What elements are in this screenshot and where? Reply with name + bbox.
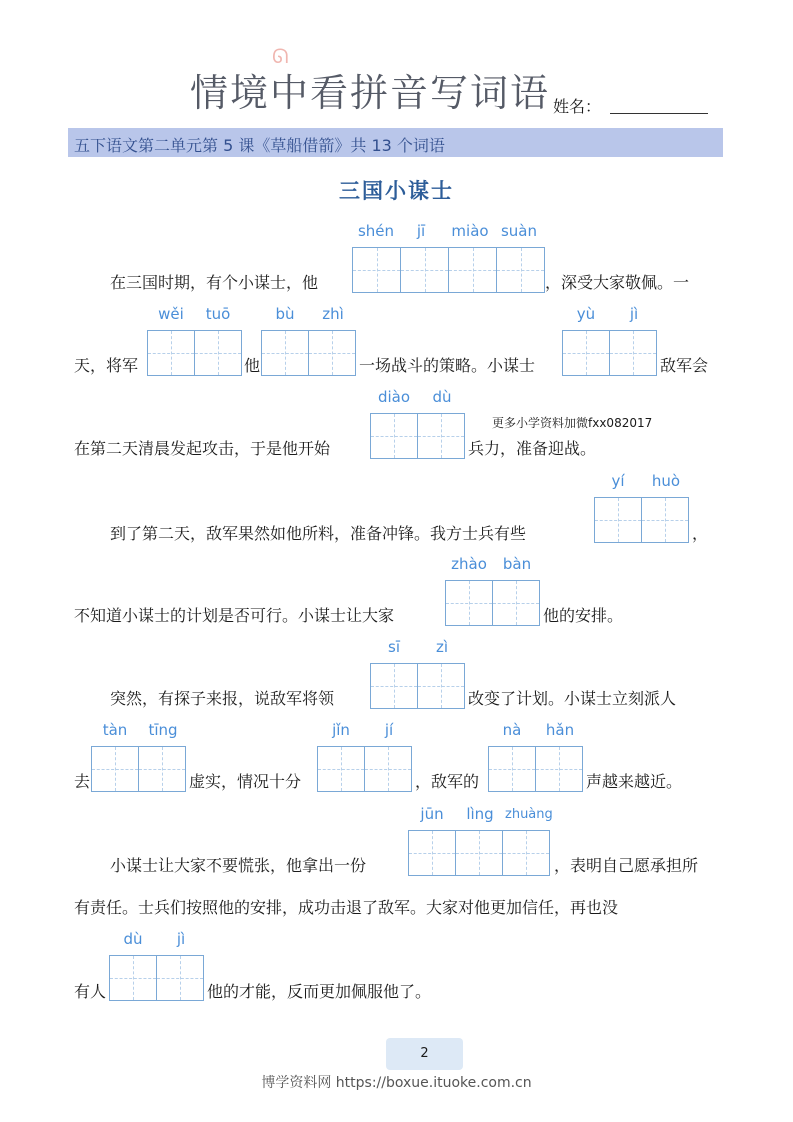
pinyin: dù bbox=[432, 388, 452, 406]
answer-cell[interactable] bbox=[370, 413, 418, 459]
footer-website[interactable]: 博学资料网 https://boxue.ituoke.com.cn bbox=[261, 1075, 532, 1091]
promo-note: 更多小学资料加微fxx082017 bbox=[492, 416, 653, 430]
answer-cell[interactable] bbox=[535, 746, 583, 792]
text-segment: 改变了计划。小谋士立刻派人 bbox=[468, 689, 677, 708]
answer-cell[interactable] bbox=[400, 247, 449, 293]
text-segment: 不知道小谋士的计划是否可行。小谋士让大家 bbox=[74, 606, 395, 625]
answer-cell[interactable] bbox=[261, 330, 309, 376]
pinyin: lìng bbox=[466, 805, 494, 823]
pinyin: jūn bbox=[420, 805, 444, 823]
answer-grid-tan-ting[interactable] bbox=[91, 746, 185, 792]
answer-grid-bu-zhi[interactable] bbox=[261, 330, 355, 376]
answer-grid-wei-tuo[interactable] bbox=[147, 330, 241, 376]
answer-cell[interactable] bbox=[370, 663, 418, 709]
pinyin: wěi bbox=[158, 305, 184, 323]
answer-cell[interactable] bbox=[156, 955, 204, 1001]
pinyin: tuō bbox=[205, 305, 231, 323]
answer-cell[interactable] bbox=[502, 830, 550, 876]
name-label: 姓名： bbox=[553, 97, 602, 116]
answer-cell[interactable] bbox=[317, 746, 365, 792]
answer-grid-na-han[interactable] bbox=[488, 746, 582, 792]
pinyin: zhì bbox=[322, 305, 344, 323]
text-segment: ，表明自己愿承担所 bbox=[554, 856, 699, 875]
answer-grid-yi-huo[interactable] bbox=[594, 497, 688, 543]
answer-cell[interactable] bbox=[109, 955, 157, 1001]
pinyin: jì bbox=[176, 930, 186, 948]
text-segment: 他的才能，反而更加佩服他了。 bbox=[207, 982, 432, 1001]
text-segment: 去 bbox=[74, 772, 91, 791]
pinyin: miào bbox=[451, 222, 489, 240]
answer-cell[interactable] bbox=[364, 746, 412, 792]
text-segment: 到了第二天，敌军果然如他所料，准备冲锋。我方士兵有些 bbox=[110, 524, 527, 543]
answer-cell[interactable] bbox=[562, 330, 610, 376]
answer-grid-diao-du[interactable] bbox=[370, 413, 464, 459]
story-title: 三国小谋士 bbox=[339, 178, 454, 203]
pinyin: nà bbox=[502, 721, 522, 739]
pinyin: dù bbox=[123, 930, 143, 948]
pinyin: shén bbox=[357, 222, 395, 240]
text-segment: ，敌军的 bbox=[415, 772, 480, 791]
answer-grid-du-ji[interactable] bbox=[109, 955, 203, 1001]
pinyin: jì bbox=[629, 305, 639, 323]
text-segment: 突然，有探子来报，说敌军将领 bbox=[110, 689, 335, 708]
pinyin: jī bbox=[416, 222, 426, 240]
answer-cell[interactable] bbox=[445, 580, 493, 626]
answer-cell[interactable] bbox=[417, 663, 465, 709]
answer-grid-shen-ji-miao-suan[interactable] bbox=[352, 247, 544, 293]
text-segment: 他 bbox=[244, 356, 261, 375]
answer-cell[interactable] bbox=[91, 746, 139, 792]
text-segment: 他的安排。 bbox=[543, 606, 624, 625]
pinyin: tīng bbox=[148, 721, 178, 739]
name-blank-line[interactable] bbox=[610, 113, 708, 114]
answer-cell[interactable] bbox=[641, 497, 689, 543]
text-segment: ， bbox=[692, 524, 709, 543]
text-segment: 敌军会 bbox=[660, 356, 709, 375]
answer-cell[interactable] bbox=[138, 746, 186, 792]
text-segment: 虚实，情况十分 bbox=[189, 772, 302, 791]
pinyin: hǎn bbox=[545, 721, 575, 739]
pinyin: tàn bbox=[102, 721, 128, 739]
pinyin: jǐn bbox=[332, 721, 350, 739]
pinyin: huò bbox=[651, 472, 681, 490]
answer-cell[interactable] bbox=[609, 330, 657, 376]
pinyin: bù bbox=[275, 305, 295, 323]
answer-cell[interactable] bbox=[496, 247, 545, 293]
text-segment: 天，将军 bbox=[74, 356, 139, 375]
answer-grid-jun-ling-zhuang[interactable] bbox=[408, 830, 549, 876]
pinyin: zhuàng bbox=[505, 807, 553, 822]
pinyin: yù bbox=[576, 305, 596, 323]
text-segment: 小谋士让大家不要慌张，他拿出一份 bbox=[110, 856, 367, 875]
answer-grid-jin-ji[interactable] bbox=[317, 746, 411, 792]
answer-cell[interactable] bbox=[308, 330, 356, 376]
answer-cell[interactable] bbox=[448, 247, 497, 293]
pinyin: yí bbox=[611, 472, 625, 490]
pinyin: suàn bbox=[500, 222, 538, 240]
answer-grid-zhao-ban[interactable] bbox=[445, 580, 539, 626]
page-number: 2 bbox=[386, 1038, 463, 1070]
answer-cell[interactable] bbox=[594, 497, 642, 543]
lesson-banner bbox=[68, 128, 723, 157]
answer-cell[interactable] bbox=[488, 746, 536, 792]
answer-cell[interactable] bbox=[194, 330, 242, 376]
answer-grid-yu-ji[interactable] bbox=[562, 330, 656, 376]
worksheet-title-logo: 情境中看拼音写词语 ᘏ bbox=[190, 44, 551, 115]
text-segment: 兵力，准备迎战。 bbox=[468, 439, 597, 458]
lesson-banner-text: 五下语文第二单元第 5 课《草船借箭》共 13 个词语 bbox=[74, 136, 445, 155]
text-segment: 在第二天清晨发起攻击，于是他开始 bbox=[74, 439, 331, 458]
text-segment: ，深受大家敬佩。一 bbox=[545, 273, 690, 292]
text-segment: 有人 bbox=[74, 982, 107, 1001]
answer-cell[interactable] bbox=[455, 830, 503, 876]
pinyin: diào bbox=[377, 388, 411, 406]
answer-cell[interactable] bbox=[147, 330, 195, 376]
text-segment: 有责任。士兵们按照他的安排，成功击退了敌军。大家对他更加信任，再也没 bbox=[74, 898, 619, 917]
answer-cell[interactable] bbox=[417, 413, 465, 459]
pinyin: zì bbox=[435, 638, 449, 656]
answer-cell[interactable] bbox=[408, 830, 456, 876]
text-segment: 一场战斗的策略。小谋士 bbox=[359, 356, 536, 375]
text-segment: 声越来越近。 bbox=[586, 772, 683, 791]
answer-grid-si-zi[interactable] bbox=[370, 663, 464, 709]
pinyin: bàn bbox=[502, 555, 532, 573]
answer-cell[interactable] bbox=[492, 580, 540, 626]
answer-cell[interactable] bbox=[352, 247, 401, 293]
text-segment: 在三国时期，有个小谋士，他 bbox=[110, 273, 319, 292]
pinyin: sī bbox=[388, 638, 400, 656]
pinyin: jí bbox=[384, 721, 394, 739]
bunny-ears-icon: ᘏ bbox=[272, 44, 291, 68]
pinyin: zhào bbox=[451, 555, 487, 573]
